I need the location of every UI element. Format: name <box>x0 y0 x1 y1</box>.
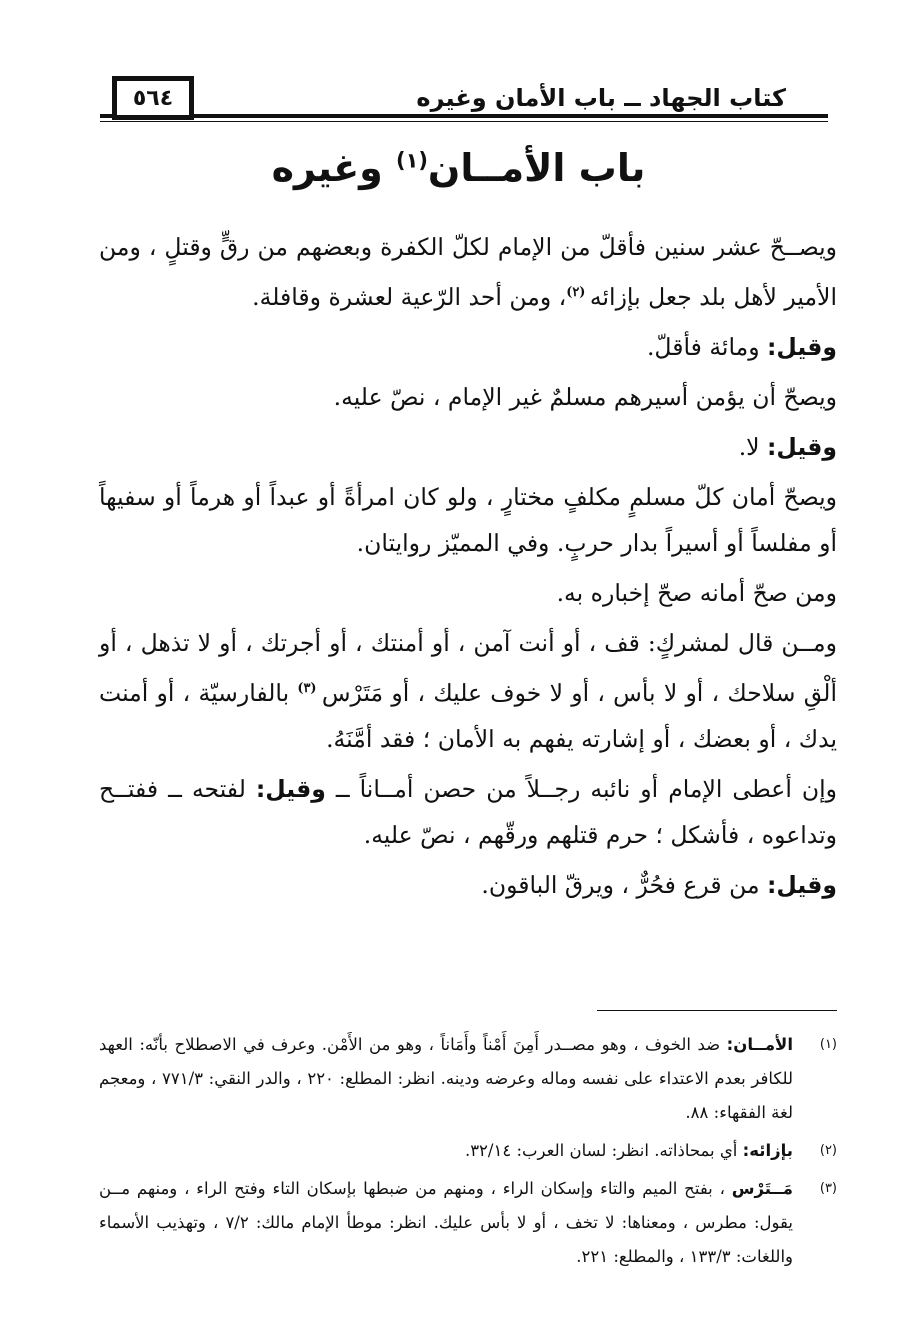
paragraph <box>99 324 837 370</box>
paragraph-text: من قرع فحُرٌّ ، ويرقّ الباقون. <box>481 870 768 899</box>
paragraph-label: وقيل: <box>767 332 837 361</box>
paragraph <box>99 224 837 320</box>
footnote-ref: (١) <box>396 148 428 173</box>
paragraph <box>99 570 837 616</box>
footnote-text: ضد الخوف ، وهو مصــدر أَمِنَ أَمْناً وأَمَاناً ، وهو من الأَمْن. وعرف في الاصطلاح بأنّه: العهد للكافر بعدم الاعتداء على نفسه وماله وعرضه ودينه. انظر: المطلع: ٢٢٠ ، والدر النقي: ٧٧١/٣ ، ومعجم لغة الفقهاء: ٨٨. <box>99 1035 793 1122</box>
footnote-number: (٢) <box>819 1143 837 1158</box>
paragraph-label: وقيل: <box>767 432 837 461</box>
footnote-number: (٣) <box>819 1181 837 1196</box>
footnote-label: الأمــان: <box>726 1035 793 1054</box>
header-rule-thin <box>100 121 828 122</box>
paragraph-text: ويصــحّ عشر سنين فأقلّ من الإمام لكلّ الكفرة وبعضهم من رقٍّ وقتلٍ ، ومن الأمير لأهل بلد جعل بإزائه <box>99 233 837 311</box>
chapter-title <box>0 146 917 190</box>
main-text <box>99 224 837 912</box>
footnote-text: ، بفتح الميم والتاء وإسكان الراء ، ومنهم من ضبطها بإسكان التاء وفتح الراء ، ومنهم مــن يقول: مطرس ، ومعناها: لا تخف ، أو لا بأس عليك. انظر: موطأ الإمام مالك: ٧/٢ ، وتهذيب الأسماء واللغات: ١٣٣/٣ ، والمطلع: ٢٢١. <box>99 1179 793 1266</box>
paragraph-label: وقيل: <box>255 774 326 803</box>
footnote-text: أي بمحاذاته. انظر: لسان العرب: ٣٢/١٤. <box>464 1141 743 1160</box>
footnote-label: مَــتَرْس <box>731 1179 793 1198</box>
paragraph <box>99 474 837 566</box>
paragraph <box>99 424 837 470</box>
paragraph-text: ويصحّ أمان كلّ مسلمٍ مكلفٍ مختارٍ ، ولو كان امرأةً أو عبداً أو هرماً أو سفيهاً أو مفلساً أو أسيراً بدار حربٍ. وفي المميّز روايتان. <box>99 482 837 557</box>
running-title: كتاب الجهاد ــ باب الأمان وغيره <box>408 84 794 112</box>
paragraph <box>99 620 837 762</box>
paragraph <box>99 766 837 858</box>
paragraph-label: وقيل: <box>767 870 837 899</box>
footnote <box>99 1172 837 1274</box>
footnote <box>99 1134 837 1168</box>
footnote <box>99 1028 837 1130</box>
paragraph <box>99 374 837 420</box>
footnote-ref: (٢) <box>566 285 590 300</box>
paragraph-text: ، ومن أحد الرّعية لعشرة وقافلة. <box>252 282 567 311</box>
footnotes <box>99 1028 837 1278</box>
paragraph-text: ومــن قال لمشركٍ: قف ، أو أنت آمن ، أو أمنتك ، أو أجرتك ، أو لا تذهل ، أو ألْقِ سلاحك ، أو لا بأس ، أو لا خوف عليك ، أو مَتَرْس <box>99 628 838 707</box>
paragraph-text: لفتحه ــ ففتــح وتداعوه ، فأشكل ؛ حرم قتلهم ورقّهم ، نصّ عليه. <box>99 774 837 849</box>
footnote-ref: (٣) <box>297 680 322 696</box>
footnote-separator <box>597 1010 837 1011</box>
chapter-title-suffix: وغيره <box>271 146 396 190</box>
paragraph-text: ومائة فأقلّ. <box>646 332 768 361</box>
paragraph-text: ومن صحّ أمانه صحّ إخباره به. <box>556 578 837 607</box>
footnote-number: (١) <box>819 1037 837 1052</box>
header-rule <box>100 114 828 118</box>
paragraph-text: بالفارسيّة ، أو أمنت يدك ، أو بعضك ، أو إشارته يفهم به الأمان ؛ فقد أمَّنَهُ. <box>99 678 837 753</box>
paragraph-text: ويصحّ أن يؤمن أسيرهم مسلمٌ غير الإمام ، نصّ عليه. <box>333 382 837 411</box>
footnote-label: بإزائه: <box>742 1141 793 1160</box>
running-header <box>100 70 828 130</box>
chapter-title-text: باب الأمــان <box>427 146 646 190</box>
paragraph-text: لا. <box>738 432 768 461</box>
paragraph <box>99 862 837 908</box>
page-number: ٥٦٤ <box>112 76 194 120</box>
paragraph-text: وإن أعطى الإمام أو نائبه رجــلاً من حصن أمــاناً ــ <box>325 774 837 803</box>
